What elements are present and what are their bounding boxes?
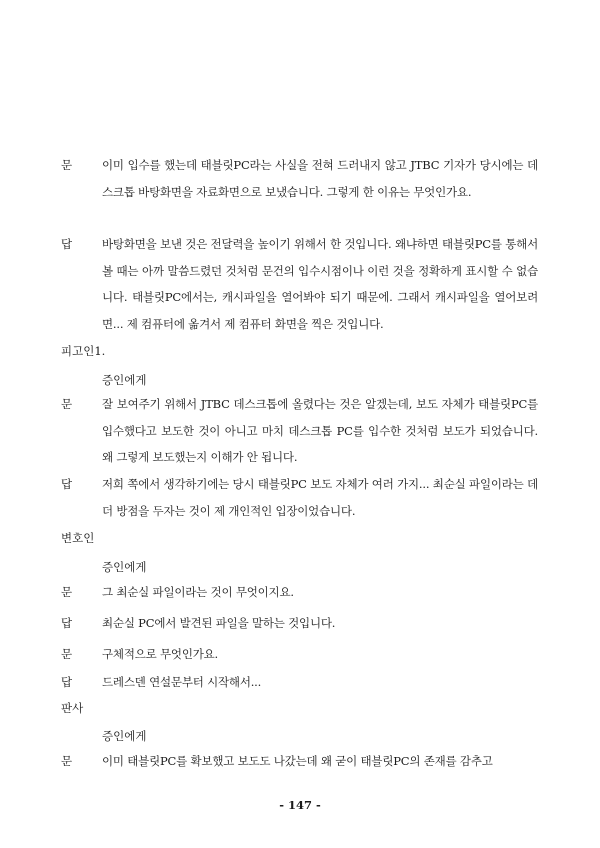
page-number: - 147 - bbox=[279, 798, 321, 812]
qa-label: 문 bbox=[61, 754, 73, 768]
qa-label: 답 bbox=[61, 477, 73, 491]
qa-label: 답 bbox=[61, 237, 73, 251]
qa-text: 드레스덴 연설문부터 시작해서... bbox=[102, 675, 262, 689]
qa-label: 문 bbox=[61, 158, 73, 172]
qa-label: 문 bbox=[61, 397, 73, 411]
qa-text: 저희 쪽에서 생각하기에는 당시 태블릿PC 보도 자체가 여러 가지... 최순실 파일이라는 데 더 방점을 두자는 것이 제 개인적인 입장이었습니다. bbox=[102, 477, 538, 518]
qa-label: 문 bbox=[61, 647, 73, 661]
qa-text: 잘 보여주기 위해서 JTBC 데스크톱에 올렸다는 것은 알겠는데, 보도 자체가 태블릿PC를 입수했다고 보도한 것이 아니고 마치 데스크톱 PC를 입수한 것처럼 보도가 되었습니다. 왜 그렇게 보도했는지 이해가 안 됩니다. bbox=[102, 397, 538, 464]
qa-label: 답 bbox=[61, 616, 73, 630]
qa-label: 답 bbox=[61, 675, 73, 689]
speaker-heading-counsel: 변호인 bbox=[61, 531, 95, 545]
qa-text: 그 최순실 파일이라는 것이 무엇이지요. bbox=[102, 585, 294, 599]
qa-text: 이미 입수를 했는데 태블릿PC라는 사실을 전혀 드러내지 않고 JTBC 기자가 당시에는 데스크톱 바탕화면을 자료화면으로 보냈습니다. 그렇게 한 이유는 무엇인가요. bbox=[102, 158, 538, 199]
qa-text: 이미 태블릿PC를 확보했고 보도도 나갔는데 왜 굳이 태블릿PC의 존재를 감추고 bbox=[102, 754, 493, 768]
qa-text: 구체적으로 무엇인가요. bbox=[102, 647, 218, 661]
addressee-label: 증인에게 bbox=[102, 373, 147, 387]
addressee-label: 증인에게 bbox=[102, 729, 147, 743]
speaker-heading-judge: 판사 bbox=[61, 701, 84, 715]
speaker-heading-defendant: 피고인1. bbox=[61, 344, 106, 358]
addressee-label: 증인에게 bbox=[102, 560, 147, 574]
qa-text: 바탕화면을 보낸 것은 전달력을 높이기 위해서 한 것입니다. 왜냐하면 태블릿PC를 통해서 볼 때는 아까 말씀드렸던 것처럼 문건의 입수시점이나 이런 것을 정확하게 표시할 수 없습니다. 태블릿PC에서는, 캐시파일을 열어봐야 되기 때문에. 그래서 캐시파일을 열어보려면... 제 컴퓨터에 옮겨서 제 컴퓨터 화면을 찍은 것입니다. bbox=[102, 237, 538, 331]
qa-label: 문 bbox=[61, 585, 73, 599]
qa-text: 최순실 PC에서 발견된 파일을 말하는 것입니다. bbox=[102, 616, 336, 630]
